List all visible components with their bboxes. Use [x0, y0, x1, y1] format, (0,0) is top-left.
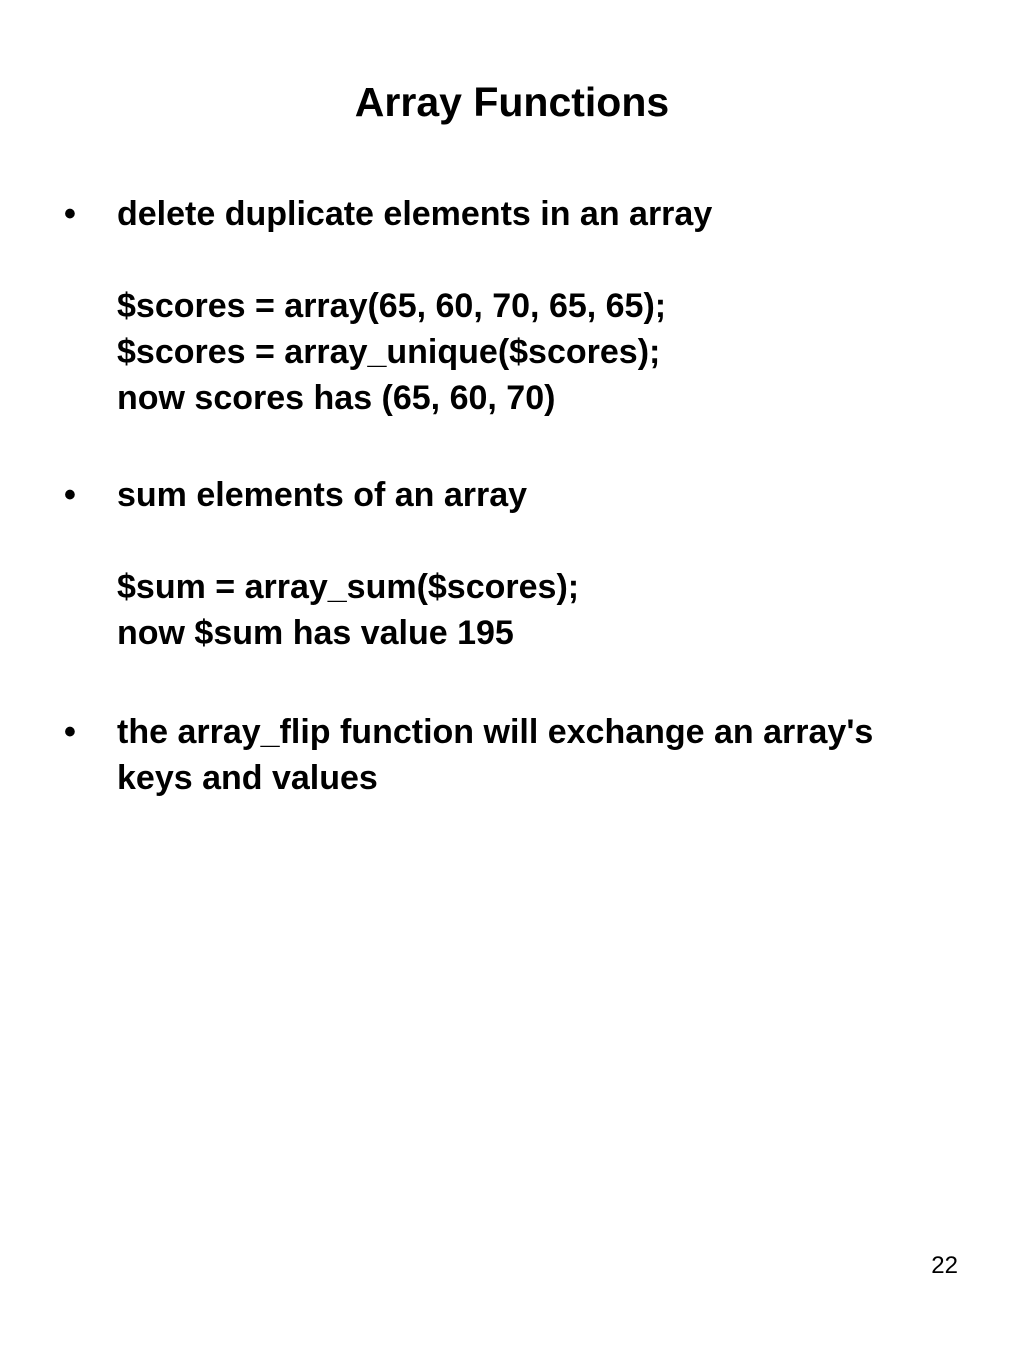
code-line: $scores = array(65, 60, 70, 65, 65); — [117, 287, 667, 325]
bullet-marker: • — [64, 195, 76, 233]
spacer — [117, 518, 977, 564]
bullet-body — [117, 191, 977, 421]
bullet-heading: the array_flip function will exchange an array's — [117, 713, 874, 751]
bullet-heading-continued: keys and values — [117, 759, 378, 797]
bullet-heading: sum elements of an array — [117, 476, 528, 514]
bullet-heading: delete duplicate elements in an array — [117, 195, 713, 233]
code-line: $sum = array_sum($scores); — [117, 568, 580, 606]
spacer — [117, 237, 977, 283]
bullet-body — [117, 709, 977, 801]
code-line: $scores = array_unique($scores); — [117, 333, 661, 371]
bullet-body — [117, 472, 977, 656]
slide-title: Array Functions — [354, 79, 670, 125]
code-line: now scores has (65, 60, 70) — [117, 379, 556, 417]
bullet-marker: • — [64, 713, 76, 751]
bullet-marker: • — [64, 476, 76, 514]
page-number: 22 — [931, 1252, 958, 1279]
code-line: now $sum has value 195 — [117, 614, 514, 652]
